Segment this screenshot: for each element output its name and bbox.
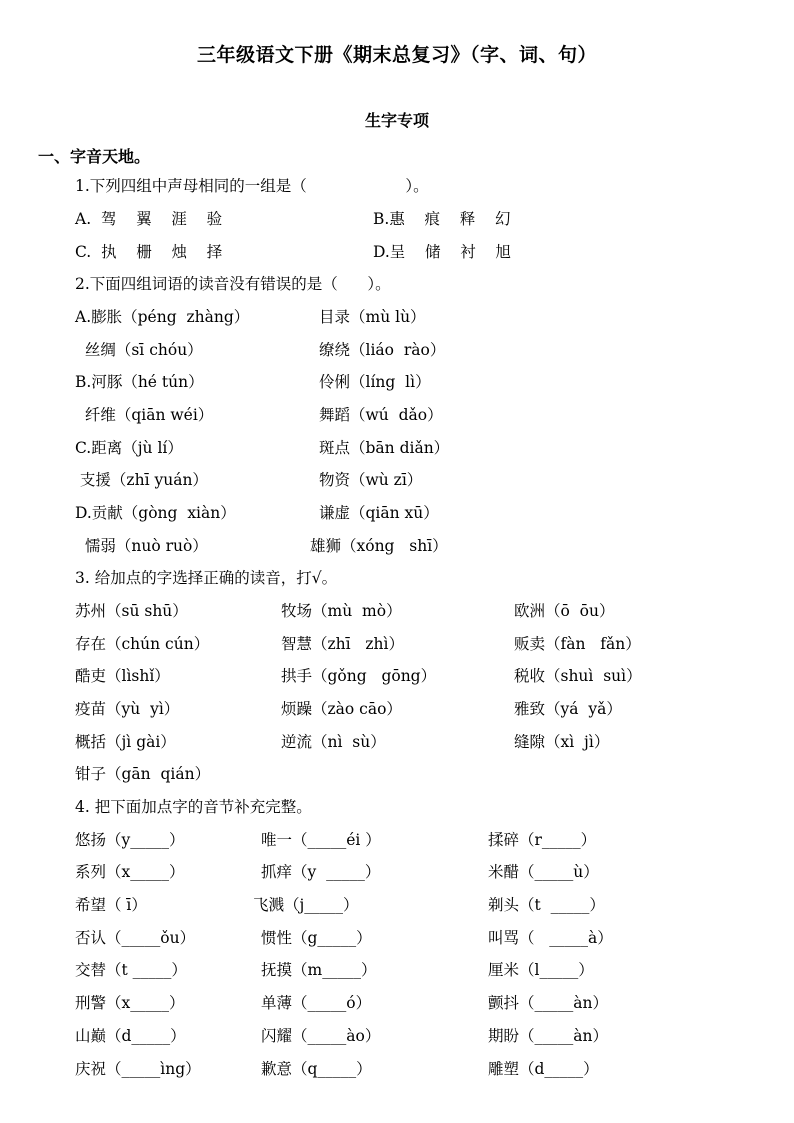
q2-item: 伶俐（líng lì） <box>319 373 431 391</box>
q3-item: 概括（jì gài） <box>75 733 176 751</box>
q4-item: 唯一（_____éi ） <box>261 831 381 849</box>
q4-item: 闪耀（_____ào） <box>261 1027 381 1045</box>
q3-item: 钳子（gān qián） <box>75 765 211 783</box>
q2-item: 纤维（qiān wéi） <box>75 406 214 424</box>
q4-item: 山巅（d_____） <box>75 1027 186 1045</box>
q4-item: 期盼（_____àn） <box>488 1027 608 1045</box>
q3-item: 贩卖（fàn fǎn） <box>514 635 641 653</box>
q2-item: 谦虚（qiān xū） <box>319 504 439 522</box>
q2-item: 斑点（bān diǎn） <box>319 439 450 457</box>
q4-item: 厘米（l_____） <box>488 961 594 979</box>
q2-item: 物资（wù zī） <box>319 471 423 489</box>
q2-item: 雄狮（xóng shī） <box>310 537 448 555</box>
q2-item: 懦弱（nuò ruò） <box>75 537 208 555</box>
section-title: 生字专项 <box>364 111 429 130</box>
q4-item: 揉碎（r_____） <box>488 831 597 849</box>
q4-item: 米醋（_____ù） <box>488 863 599 881</box>
q3-stem: 3. 给加点的字选择正确的读音，打√。 <box>75 569 338 587</box>
q4-item: 庆祝（_____ìng） <box>75 1060 201 1078</box>
q3-item: 智慧（zhī zhì） <box>281 635 404 653</box>
q3-item: 欧洲（ō ōu） <box>514 602 615 620</box>
q2-item: 支援（zhī yuán） <box>75 471 208 489</box>
q2-item: A.膨胀（péng zhàng） <box>75 308 250 326</box>
page-title: 三年级语文下册《期末总复习》（字、词、句） <box>196 44 597 66</box>
q2-item: 缭绕（liáo rào） <box>319 341 446 359</box>
q2-item: D.贡献（gòng xiàn） <box>75 504 236 522</box>
q4-item: 歉意（q_____） <box>261 1060 372 1078</box>
q1-option-d: D.呈 储 衬 旭 <box>373 243 511 261</box>
q3-item: 牧场（mù mò） <box>281 602 402 620</box>
q2-item: C.距离（jù lí） <box>75 439 183 457</box>
q2-item: 舞蹈（wú dǎo） <box>319 406 443 424</box>
q4-item: 否认（_____ǒu） <box>75 929 196 947</box>
q3-item: 逆流（nì sù） <box>281 733 386 751</box>
q3-item: 存在（chún cún） <box>75 635 210 653</box>
q4-item: 悠扬（y_____） <box>75 831 185 849</box>
q4-stem: 4. 把下面加点字的音节补充完整。 <box>75 798 312 816</box>
part-heading: 一、字音天地。 <box>38 147 151 166</box>
q4-item: 单薄（_____ó） <box>261 994 372 1012</box>
q3-item: 缝隙（xì jì） <box>514 733 610 751</box>
q1-option-a: A. 驾 翼 涯 验 <box>75 210 223 228</box>
q4-item: 抓痒（y _____） <box>261 863 381 881</box>
q4-item: 颤抖（_____àn） <box>488 994 608 1012</box>
q2-item: B.河豚（hé tún） <box>75 373 204 391</box>
q4-item: 叫骂（ _____à） <box>488 929 613 947</box>
q4-item: 希望（ ī） <box>75 896 147 914</box>
q4-item: 惯性（g_____） <box>261 929 372 947</box>
q4-item: 雕塑（d_____） <box>488 1060 599 1078</box>
q4-item: 剃头（t _____） <box>488 896 605 914</box>
q2-stem: 2.下面四组词语的读音没有错误的是（ ）。 <box>75 275 391 293</box>
q3-item: 税收（shuì suì） <box>514 667 642 685</box>
q4-item: 系列（x_____） <box>75 863 185 881</box>
q3-item: 拱手（gǒng gōng） <box>281 667 437 685</box>
q1-option-c: C. 执 栅 烛 择 <box>75 243 223 261</box>
q2-item: 丝绸（sī chóu） <box>75 341 203 359</box>
q1-option-b: B.惠 痕 释 幻 <box>373 210 511 228</box>
q3-item: 酷吏（lìshǐ） <box>75 667 170 685</box>
q4-item: 交替（t _____） <box>75 961 187 979</box>
q3-item: 疫苗（yù yì） <box>75 700 180 718</box>
q3-item: 苏州（sū shū） <box>75 602 188 620</box>
q4-item: 抚摸（m_____） <box>261 961 377 979</box>
q3-item: 烦躁（zào cāo） <box>281 700 402 718</box>
q4-item: 刑警（x_____） <box>75 994 185 1012</box>
q4-item: 飞溅（j_____） <box>253 896 359 914</box>
q3-item: 雅致（yá yǎ） <box>514 700 622 718</box>
q2-item: 目录（mù lù） <box>319 308 426 326</box>
q1-stem: 1.下列四组中声母相同的一组是（ ）。 <box>75 177 429 195</box>
